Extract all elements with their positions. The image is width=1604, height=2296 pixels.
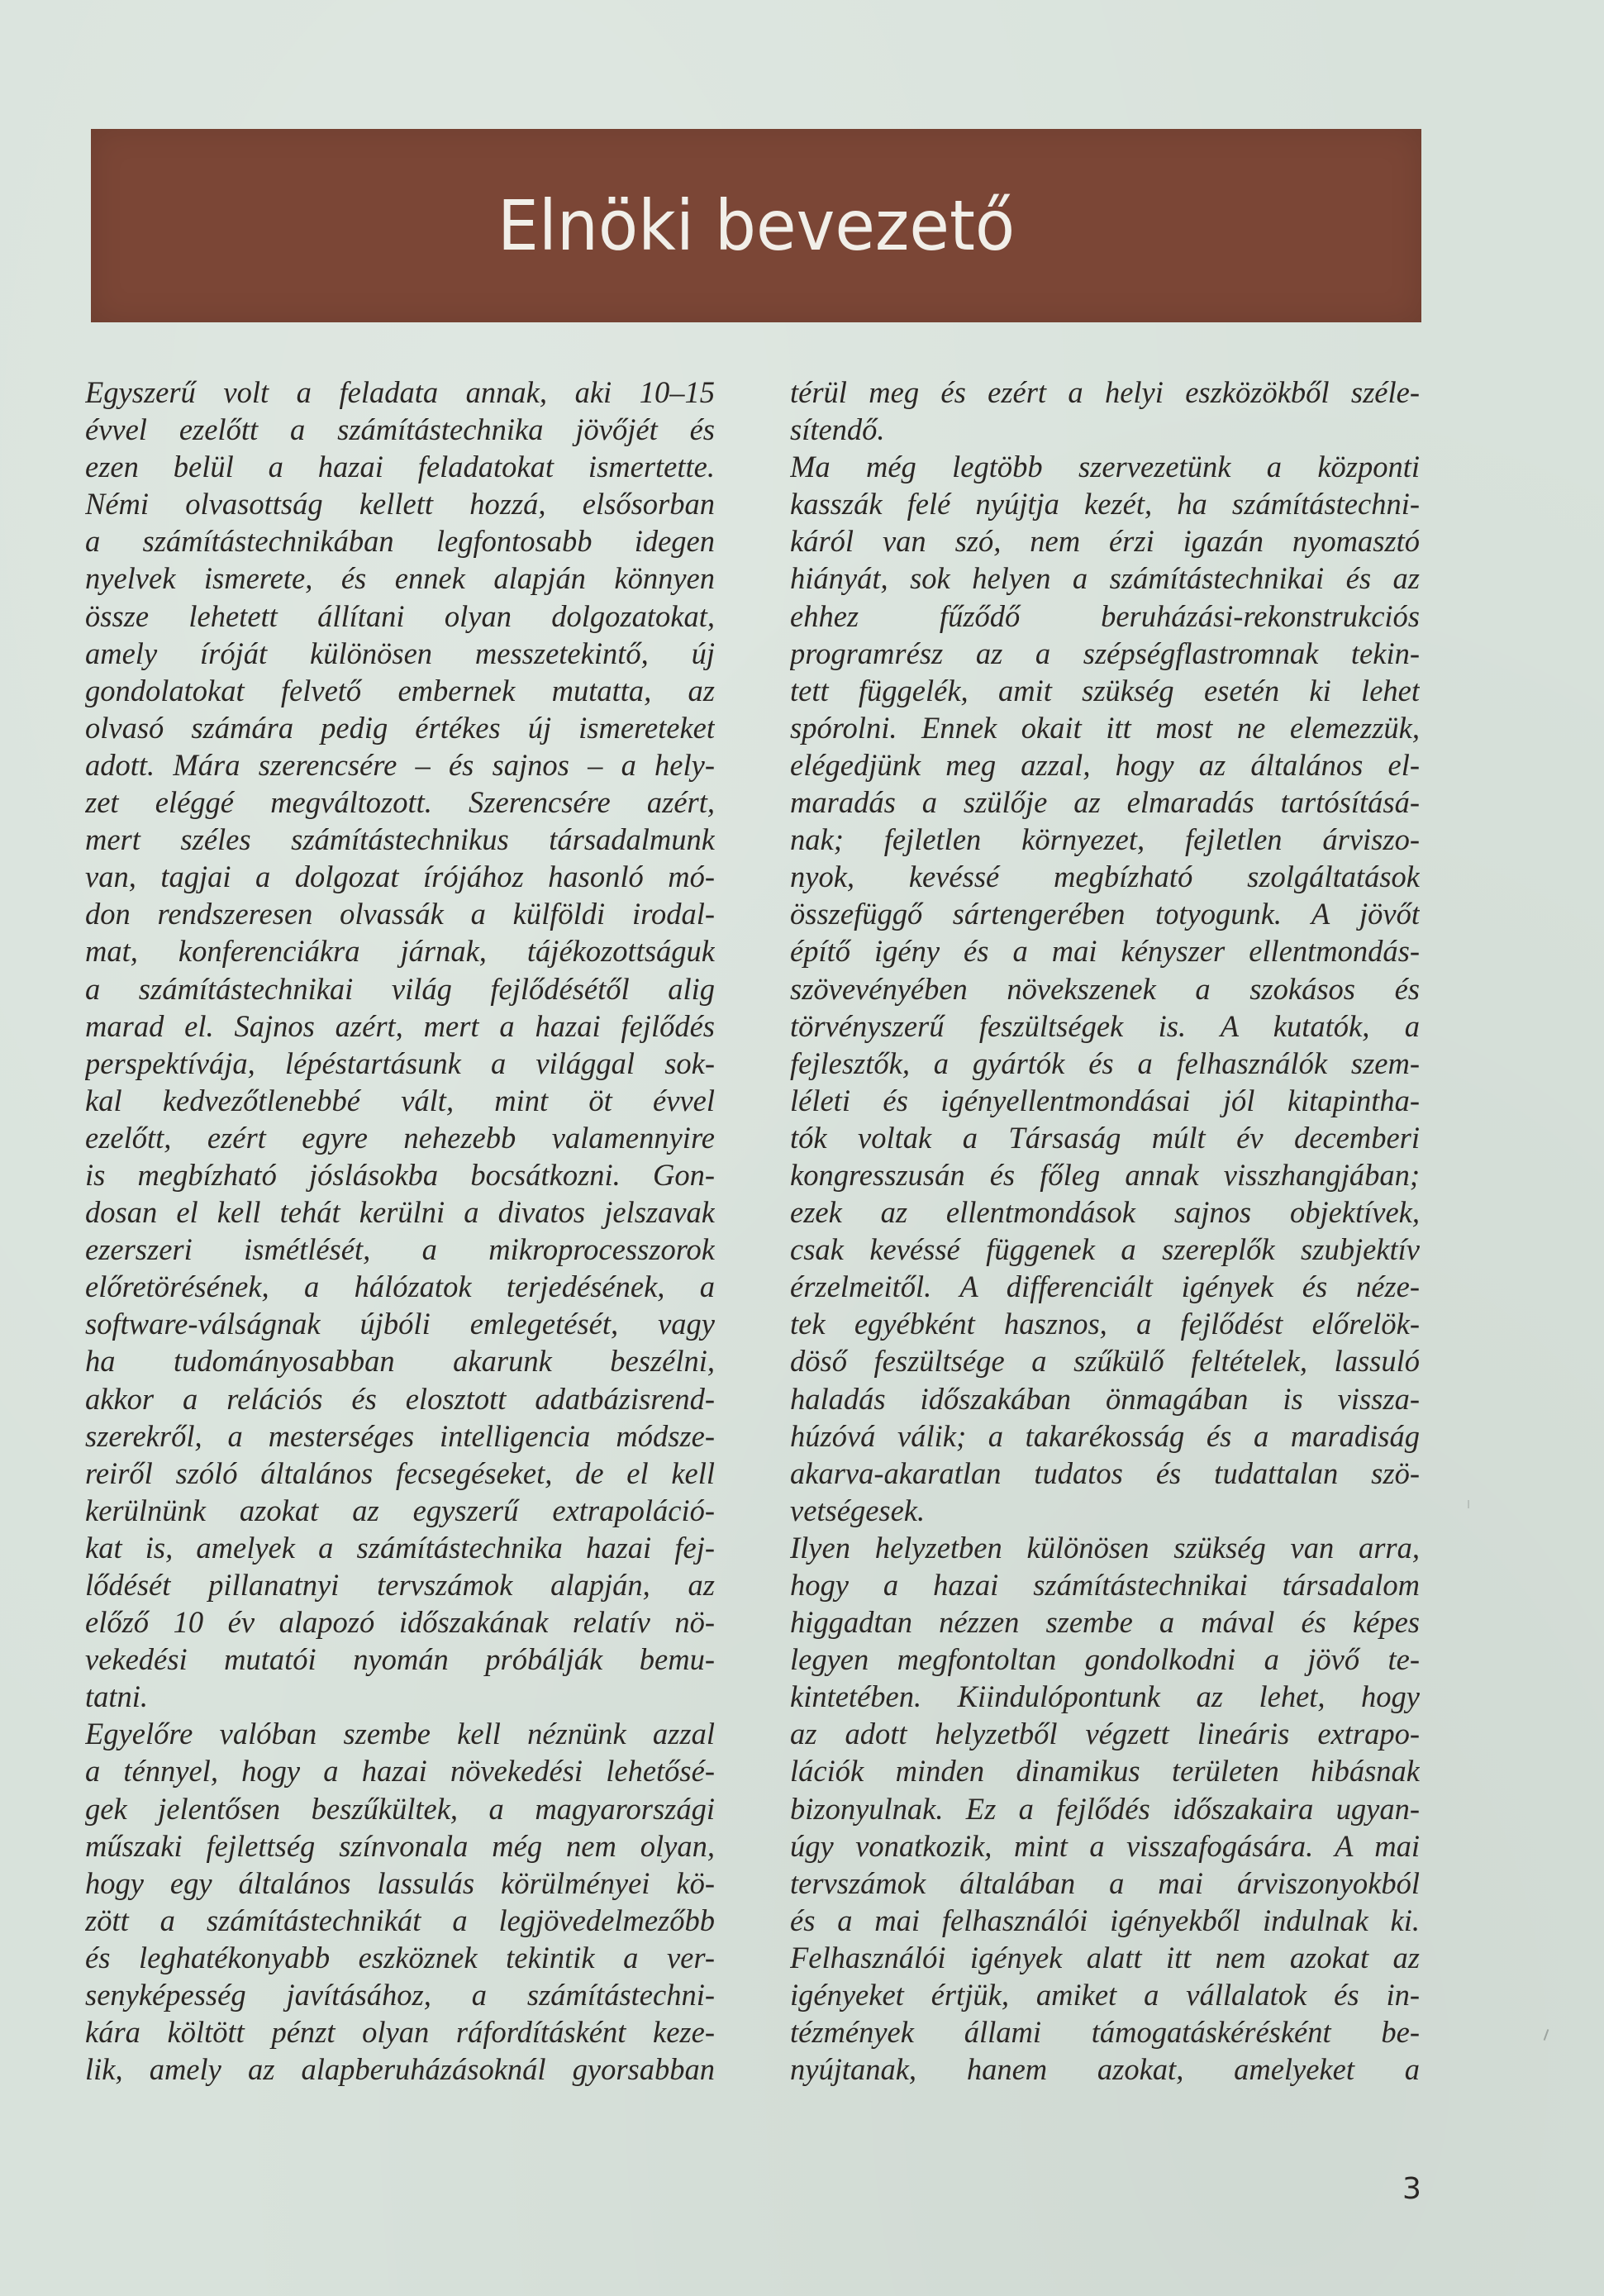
text-line: gek jelentősen beszűkültek, a magyarországi <box>85 1791 715 1826</box>
text-line: don rendszeresen olvassák a külföldi irodal- <box>85 897 715 931</box>
text-line: kintetében. Kiindulópontunk az lehet, hogy <box>790 1679 1420 1714</box>
text-line: a ténnyel, hogy a hazai növekedési lehetősé- <box>85 1754 715 1789</box>
text-line: szövevényében növekszenek a szokásos és <box>790 971 1420 1006</box>
text-line: perspektívája, lépéstartásunk a világgal sok- <box>85 1046 715 1080</box>
text-column-left <box>85 374 715 2088</box>
text-line: van, tagjai a dolgozat írójához hasonló mó- <box>85 860 715 894</box>
text-line: nyelvek ismerete, és ennek alapján könnyen <box>85 561 715 596</box>
text-line: az adott helyzetből végzett lineáris extrapo- <box>790 1717 1420 1751</box>
text-line: Egyelőre valóban szembe kell néznünk azzal <box>85 1717 715 1751</box>
show-through-text <box>132 81 1421 122</box>
text-line: lik, amely az alapberuházásoknál gyorsabban <box>85 2052 715 2087</box>
text-line: törvényszerű feszültségek is. A kutatók, a <box>790 1008 1420 1043</box>
text-line: nyújtanak, hanem azokat, amelyeket a <box>790 2052 1420 2087</box>
text-line: hogy egy általános lassulás körülményei kö- <box>85 1865 715 1900</box>
page-title: Elnöki bevezető <box>497 185 1016 266</box>
text-line: amely íróját különösen messzetekintő, új <box>85 636 715 670</box>
text-line: előretörésének, a hálózatok terjedésének, a <box>85 1269 715 1304</box>
text-line: hogy a hazai számítástechnikai társadalom <box>790 1568 1420 1602</box>
text-line: évvel ezelőtt a számítástechnika jövőjét és <box>85 412 715 447</box>
text-line: akarva-akaratlan tudatos és tudattalan szö- <box>790 1455 1420 1490</box>
title-banner <box>91 129 1421 322</box>
text-line: összefüggő sártengerében totyogunk. A jövőt <box>790 897 1420 931</box>
text-line: vetségesek. <box>790 1493 926 1527</box>
text-line: műszaki fejlettség színvonala még nem olyan, <box>85 1828 715 1863</box>
text-line: tervszámok általában a mai árviszonyokból <box>790 1865 1420 1900</box>
text-line: kat is, amelyek a számítástechnika hazai fej- <box>85 1530 715 1565</box>
text-line: olvasó számára pedig értékes új ismereteket <box>85 710 715 745</box>
text-line: elégedjünk meg azzal, hogy az általános el- <box>790 747 1420 782</box>
text-line: adott. Mára szerencsére – és sajnos – a hely- <box>85 747 715 782</box>
text-line: ehhez fűződő beruházási-rekonstrukciós <box>790 598 1420 633</box>
text-line: érzelmeitől. A differenciált igények és néze- <box>790 1269 1420 1304</box>
text-line: kal kedvezőtlenebbé vált, mint öt évvel <box>85 1083 715 1117</box>
text-line: is megbízható jóslásokba bocsátkozni. Gon- <box>85 1157 715 1192</box>
text-line: kongresszusán és főleg annak visszhangjában; <box>790 1157 1420 1192</box>
text-line: ezen belül a hazai feladatokat ismertette. <box>85 450 715 484</box>
page-number: 3 <box>1402 2172 1421 2206</box>
text-line: dosan el kell tehát kerülni a divatos jelszavak <box>85 1195 715 1230</box>
text-line: higgadtan nézzen szembe a mával és képes <box>790 1605 1420 1640</box>
text-line: spórolni. Ennek okait itt most ne elemezzük, <box>790 710 1420 745</box>
text-line: úgy vonatkozik, mint a visszafogására. A mai <box>790 1828 1420 1863</box>
text-line: mat, konferenciákra járnak, tájékozottságuk <box>85 934 715 969</box>
text-line: nak; fejletlen környezet, fejletlen árviszo- <box>790 822 1420 857</box>
text-line: kára költött pénzt olyan ráfordításként keze- <box>85 2015 715 2050</box>
text-line: szerekről, a mesterséges intelligencia módsze- <box>85 1418 715 1453</box>
text-line: tók voltak a Társaság múlt év decemberi <box>790 1120 1420 1155</box>
text-line: ha tudományosabban akarunk beszélni, <box>85 1344 715 1379</box>
text-line: össze lehetett állítani olyan dolgozatokat, <box>85 598 715 633</box>
text-line: lációk minden dinamikus területen hibásnak <box>790 1754 1420 1789</box>
text-column-right <box>790 374 1420 2088</box>
text-line: senyképesség javításához, a számítástechni- <box>85 1978 715 2013</box>
text-line: káról van szó, nem érzi igazán nyomasztó <box>790 524 1420 559</box>
text-line: döső feszültsége a szűkülő feltételek, lassuló <box>790 1344 1420 1379</box>
text-line: a számítástechnikai világ fejlődésétől alig <box>85 971 715 1006</box>
text-line: tek egyébként hasznos, a fejlődést előrelök- <box>790 1307 1420 1341</box>
text-line: tézmények állami támogatáskérésként be- <box>790 2015 1420 2050</box>
text-line: előző 10 év alapozó időszakának relatív nö- <box>85 1605 715 1640</box>
text-line: gondolatokat felvető embernek mutatta, az <box>85 673 715 707</box>
text-line: léleti és igényellentmondásai jól kitapintha- <box>790 1083 1420 1117</box>
text-line: bizonyulnak. Ez a fejlődés időszakaira ugyan- <box>790 1791 1420 1826</box>
text-line: és leghatékonyabb eszköznek tekintik a ver- <box>85 1940 715 1974</box>
text-line: haladás időszakában önmagában is vissza- <box>790 1381 1420 1416</box>
text-line: akkor a relációs és elosztott adatbázisrend- <box>85 1381 715 1416</box>
text-line: tatni. <box>85 1679 149 1714</box>
text-line: Ilyen helyzetben különösen szükség van arra, <box>790 1530 1420 1565</box>
text-line: vekedési mutatói nyomán próbálják bemu- <box>85 1642 715 1677</box>
paper-speck <box>1544 2029 1549 2041</box>
text-line: Egyszerű volt a feladata annak, aki 10–15 <box>85 375 715 409</box>
text-line: Felhasználói igények alatt itt nem azokat az <box>790 1940 1420 1974</box>
text-line: a számítástechnikában legfontosabb idegen <box>85 524 715 559</box>
text-line: maradás a szülője az elmaradás tartósításá- <box>790 785 1420 820</box>
text-line: sítendő. <box>790 412 885 447</box>
text-line: igényeket értjük, amiket a vállalatok és in- <box>790 1978 1420 2013</box>
text-line: térül meg és ezért a helyi eszközökből széle- <box>790 375 1420 409</box>
text-line: és a mai felhasználói igényekből indulnak ki. <box>790 1903 1420 1937</box>
text-line: lődését pillanatnyi tervszámok alapján, az <box>85 1568 715 1602</box>
text-line: ezelőtt, ezért egyre nehezebb valamennyire <box>85 1120 715 1155</box>
text-line: nyok, kevéssé megbízható szolgáltatások <box>790 860 1420 894</box>
text-line: legyen megfontoltan gondolkodni a jövő te- <box>790 1642 1420 1677</box>
text-line: software-válságnak újbóli emlegetését, vagy <box>85 1307 715 1341</box>
paper-speck <box>1468 1500 1469 1508</box>
text-line: fejlesztők, a gyártók és a felhasználók szem- <box>790 1046 1420 1080</box>
text-line: zet eléggé megváltozott. Szerencsére azért, <box>85 785 715 820</box>
text-line: programrész az a szépségflastromnak tekin- <box>790 636 1420 670</box>
text-line: kerülnünk azokat az egyszerű extrapoláció- <box>85 1493 715 1527</box>
text-line: Némi olvasottság kellett hozzá, elsősorban <box>85 487 715 522</box>
text-line: reiről szóló általános fecsegéseket, de el kell <box>85 1455 715 1490</box>
text-line: marad el. Sajnos azért, mert a hazai fejlődés <box>85 1008 715 1043</box>
text-line: mert széles számítástechnikus társadalmunk <box>85 822 715 857</box>
text-line: ezerszeri ismétlését, a mikroprocesszorok <box>85 1232 715 1267</box>
text-line: hiányát, sok helyen a számítástechnikai és az <box>790 561 1420 596</box>
text-line: zött a számítástechnikát a legjövedelmezőbb <box>85 1903 715 1937</box>
text-line: húzóvá válik; a takarékosság és a maradiság <box>790 1418 1420 1453</box>
text-line: ezek az ellentmondások sajnos objektívek, <box>790 1195 1420 1230</box>
text-line: kasszák felé nyújtja kezét, ha számítástechni- <box>790 487 1420 522</box>
text-line: Ma még legtöbb szervezetünk a központi <box>790 450 1420 484</box>
text-line: építő igény és a mai kényszer ellentmondás- <box>790 934 1420 969</box>
text-line: tett függelék, amit szükség esetén ki lehet <box>790 673 1420 707</box>
text-line: csak kevéssé függenek a szereplők szubjektív <box>790 1232 1420 1267</box>
